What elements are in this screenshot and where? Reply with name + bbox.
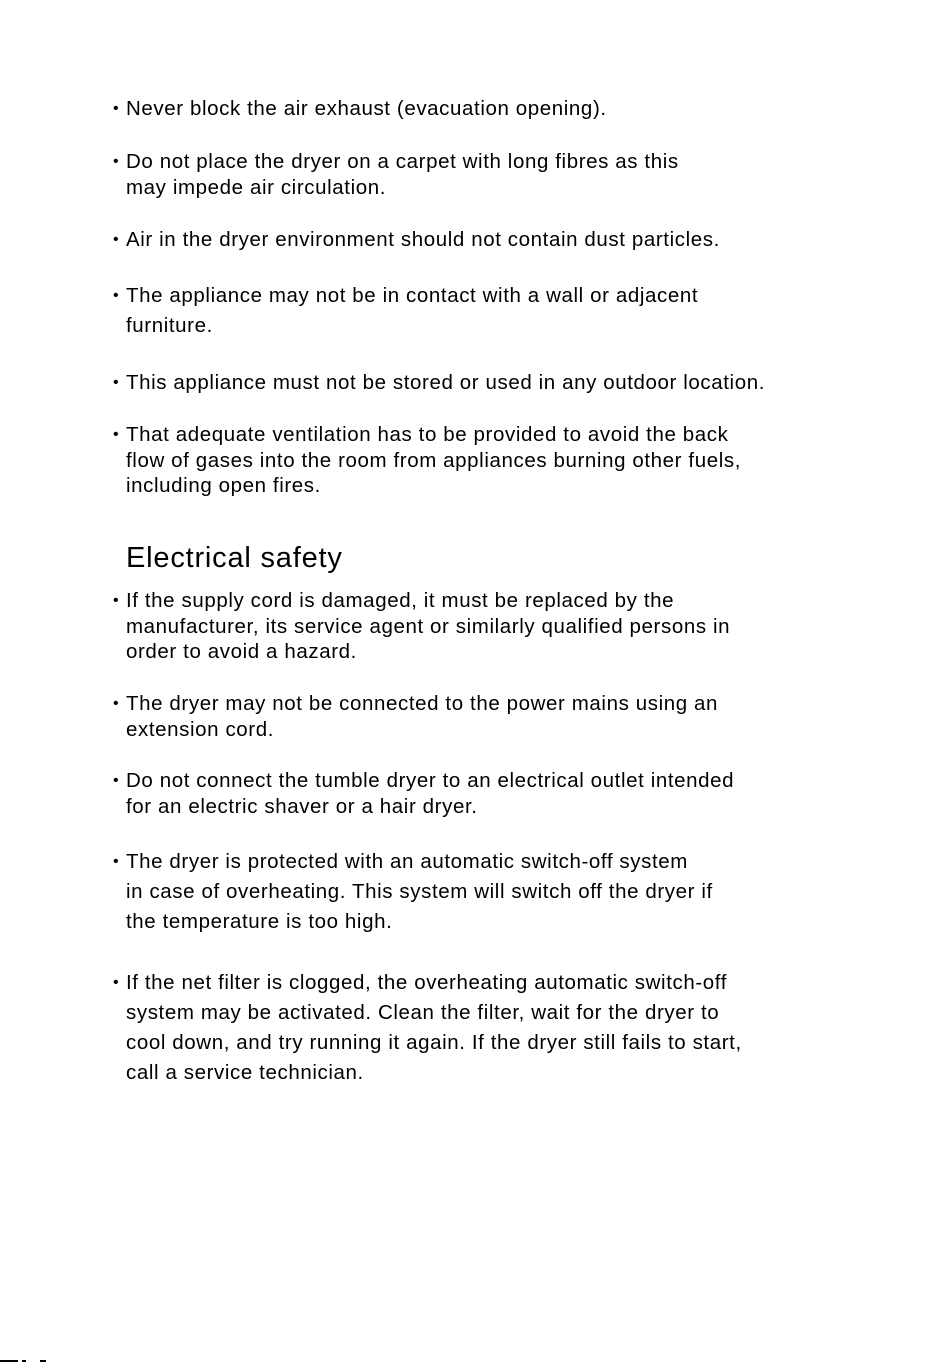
- section-heading: Electrical safety: [126, 542, 343, 574]
- bullet-line: system may be activated. Clean the filter, wait for the dryer to: [126, 1001, 720, 1024]
- bullet-line: in case of overheating. This system will switch off the dryer if: [126, 880, 713, 903]
- bullet-shaver-outlet: [113, 768, 853, 819]
- bullet-line: • This appliance must not be stored or used in any outdoor location.: [113, 370, 853, 396]
- bullet-air-exhaust: [113, 96, 853, 122]
- bullet-ventilation: [113, 422, 853, 499]
- bullet-line: including open fires.: [126, 474, 321, 497]
- bullet-line: • Air in the dryer environment should not contain dust particles.: [113, 227, 853, 253]
- bullet-line: for an electric shaver or a hair dryer.: [126, 794, 478, 818]
- bullet-line: furniture.: [126, 314, 213, 337]
- bullet-line: manufacturer, its service agent or similarly qualified persons in: [126, 614, 731, 638]
- bullet-line: • The dryer may not be connected to the power mains using an: [113, 691, 853, 717]
- bullet-line: • Do not connect the tumble dryer to an electrical outlet intended: [113, 768, 853, 794]
- bullet-line: extension cord.: [126, 717, 275, 741]
- bullet-line: may impede air circulation.: [126, 176, 387, 199]
- bullet-extension-cord: [113, 691, 853, 742]
- bullet-supply-cord: [113, 588, 853, 665]
- bullet-line: • Do not place the dryer on a carpet with long fibres as this: [113, 149, 853, 175]
- bullet-line: • If the supply cord is damaged, it must be replaced by the: [113, 588, 853, 614]
- bullet-line: • If the net filter is clogged, the overheating automatic switch-off: [113, 968, 853, 998]
- bullet-line: the temperature is too high.: [126, 910, 393, 933]
- bullet-dust: [113, 227, 853, 253]
- bullet-line: • The dryer is protected with an automatic switch-off system: [113, 847, 853, 877]
- bullet-line: • That adequate ventilation has to be provided to avoid the back: [113, 422, 853, 448]
- bullet-line: call a service technician.: [126, 1061, 364, 1084]
- bullet-carpet: [113, 149, 853, 201]
- bullet-net-filter: [113, 968, 853, 1088]
- bullet-outdoor: [113, 370, 853, 396]
- bullet-wall-contact: [113, 281, 853, 341]
- bullet-line: cool down, and try running it again. If the dryer still fails to start,: [126, 1031, 742, 1054]
- bullet-line: flow of gases into the room from appliances burning other fuels,: [126, 448, 741, 472]
- bullet-line: • Never block the air exhaust (evacuation opening).: [113, 96, 853, 122]
- bullet-overheating: [113, 847, 853, 937]
- bullet-line: • The appliance may not be in contact with a wall or adjacent: [113, 281, 853, 311]
- bullet-line: order to avoid a hazard.: [126, 640, 357, 663]
